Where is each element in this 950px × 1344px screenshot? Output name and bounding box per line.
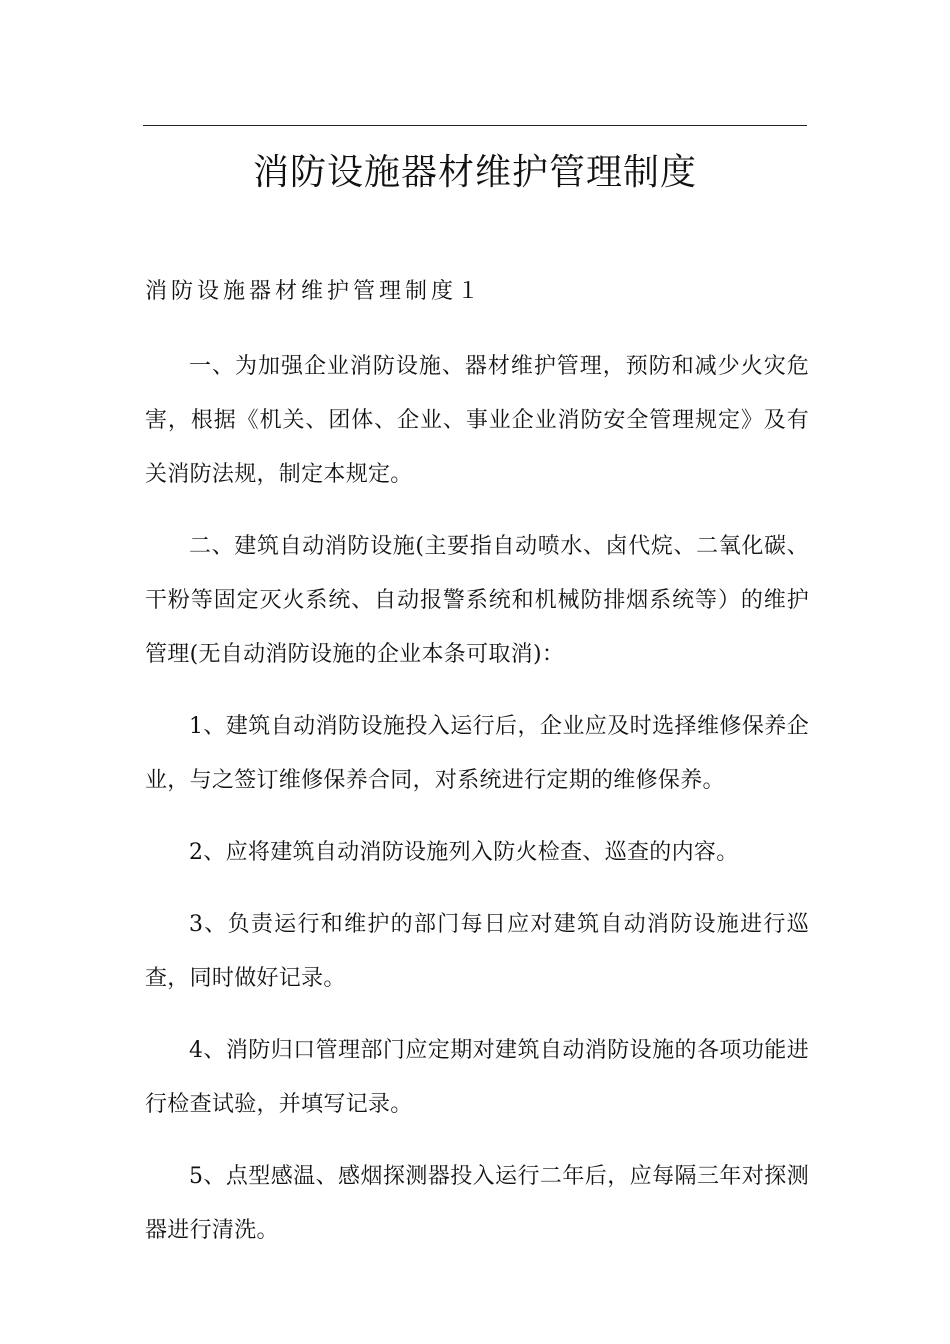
paragraph-item-5: 5、点型感温、感烟探测器投入运行二年后，应每隔三年对探测器进行清洗。: [145, 1164, 809, 1243]
paragraph-item-2: 2、应将建筑自动消防设施列入防火检查、巡查的内容。: [189, 840, 739, 865]
paragraph-2: 二、建筑自动消防设施(主要指自动喷水、卤代烷、二氧化碳、干粉等固定灭火系统、自动报警系统和机械防排烟系统等）的维护管理(无自动消防设施的企业本条可取消)：: [145, 534, 809, 667]
section-heading: 消防设施器材维护管理制度１: [145, 279, 484, 304]
header-rule: [143, 125, 807, 126]
paragraph-item-4: 4、消防归口管理部门应定期对建筑自动消防设施的各项功能进行检查试验，并填写记录。: [145, 1038, 809, 1117]
paragraph-item-3: 3、负责运行和维护的部门每日应对建筑自动消防设施进行巡查，同时做好记录。: [145, 912, 809, 991]
paragraph-item-1: 1、建筑自动消防设施投入运行后，企业应及时选择维修保养企业，与之签订维修保养合同，对系统进行定期的维修保养。: [145, 714, 809, 793]
paragraph-1: 一、为加强企业消防设施、器材维护管理，预防和减少火灾危害，根据《机关、团体、企业、事业企业消防安全管理规定》及有关消防法规，制定本规定。: [145, 354, 809, 487]
document-title: 消防设施器材维护管理制度: [252, 152, 697, 193]
document-body: [145, 340, 809, 1276]
